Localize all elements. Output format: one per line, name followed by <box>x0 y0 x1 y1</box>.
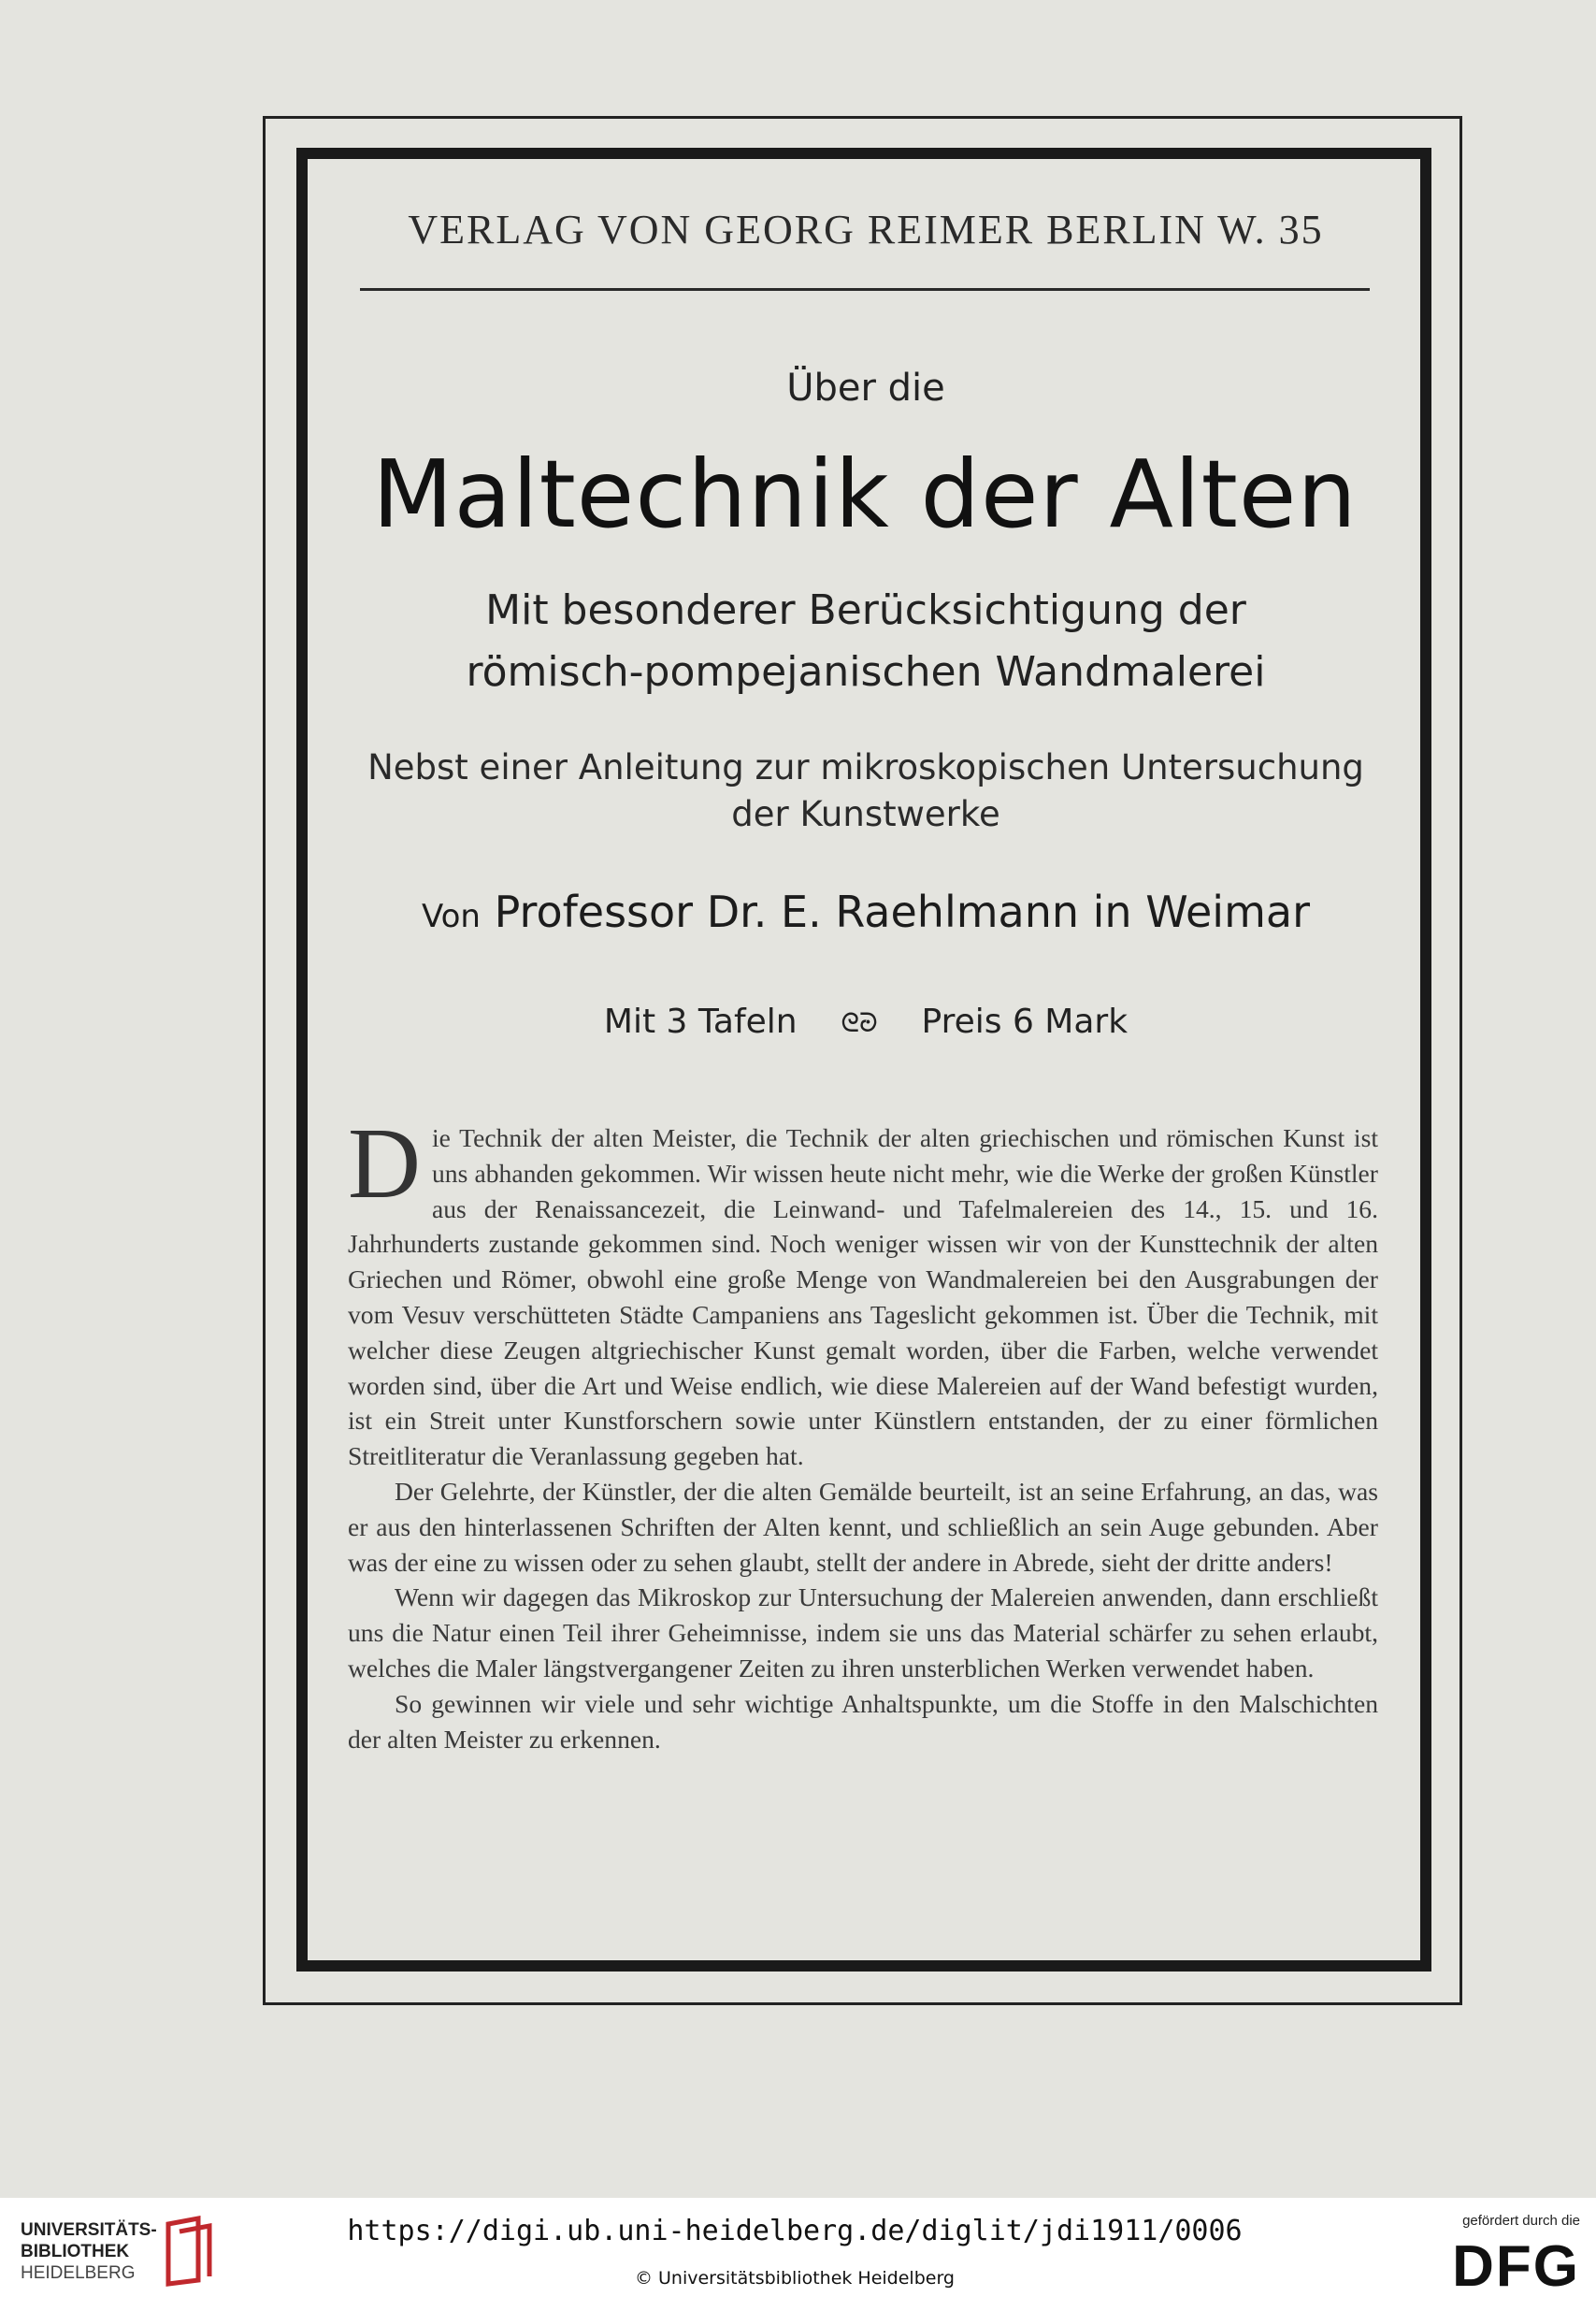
paragraph-4: So gewinnen wir viele und sehr wichtige Anhaltspunkte, um die Stoffe in den Malschichten der alten Meister zu erkennen. <box>348 1688 1378 1754</box>
library-logo-text[interactable] <box>21 2219 157 2284</box>
paragraph-2: Der Gelehrte, der Künstler, der die alten Gemälde beurteilt, ist an seine Erfahrung, an das, was er aus den hinterlassenen Schriften der Alten kennt, und schließlich an sein Auge gebunden. Aber was der eine zu wissen oder zu sehen glaubt, stellt der andere in Abrede, sieht der dritte anders! <box>348 1476 1378 1577</box>
book-title: Maltechnik der Alten <box>372 440 1358 549</box>
publisher-header: VERLAG VON GEORG REIMER BERLIN W. 35 <box>408 207 1324 253</box>
body-text <box>348 1108 1378 1756</box>
header-divider <box>360 288 1370 291</box>
copyright-notice: © Universitätsbibliothek Heidelberg <box>634 2268 955 2289</box>
subtitle-line-1: Mit besonderer Berücksichtigung der <box>485 586 1246 634</box>
library-name-line-2: BIBLIOTHEK <box>21 2242 130 2261</box>
library-logo-icon[interactable] <box>161 2215 219 2288</box>
author-name: Professor Dr. E. Raehlmann in Weimar <box>494 887 1310 937</box>
plates-info: Mit 3 Tafeln <box>603 1003 798 1041</box>
book-subtitle <box>360 580 1372 703</box>
funding-caption: gefördert durch die <box>1462 2213 1580 2229</box>
secondary-subtitle-line-2: der Kunstwerke <box>731 794 1000 834</box>
drop-cap: D <box>348 1108 421 1220</box>
author-line <box>360 887 1372 937</box>
library-name-line-1: UNIVERSITÄTS- <box>21 2220 157 2240</box>
dfg-logo[interactable]: DFG <box>1452 2234 1580 2299</box>
author-prefix: Von <box>422 898 481 935</box>
over-title: Über die <box>786 367 945 410</box>
library-name-line-3: HEIDELBERG <box>21 2263 136 2283</box>
price-info: Preis 6 Mark <box>921 1003 1129 1041</box>
book-secondary-subtitle <box>360 744 1372 838</box>
ornament-icon: ᘓᘒ <box>841 1007 878 1038</box>
plates-and-price <box>360 1003 1372 1041</box>
permalink-url[interactable]: https://digi.ub.uni-heidelberg.de/diglit/jdi1911/0006 <box>347 2215 1243 2247</box>
paragraph-3: Wenn wir dagegen das Mikroskop zur Untersuchung der Malereien anwenden, dann erschließt uns die Natur einen Teil ihrer Geheimnisse, indem sie uns das Material schärfer zu sehen erlaubt, welches die Maler längstvergangener Zeiten zu ihren unsterblichen Werken verwendet haben. <box>348 1582 1378 1683</box>
paragraph-1-text: ie Technik der alten Meister, die Technik der alten griechischen und römischen Kunst ist uns abhanden gekommen. Wir wissen heute nicht mehr, wie die Werke der großen Künstler aus der Renaissancezeit, die Leinwand- und Tafelmalereien des 14., 15. und 16. Jahrhunderts zustande gekommen sind. Noch weniger wissen wir von der Kunsttechnik der alten Griechen und Römer, obwohl eine große Menge von Wandmalereien bei den Ausgrabungen der vom Vesuv verschütteten Städte Campaniens ans Tageslicht gekommen ist. Über die Technik, mit welcher diese Zeugen altgriechischer Kunst gemalt worden, über die Farben, welche verwendet worden sind, über die Art und Weise endlich, wie diese Malereien auf der Wand befestigt wurden, ist ein Streit unter Kunstforschern sowie unter Künstlern entstanden, der zu einer förmlichen Streitliteratur die Veranlassung gegeben hat. <box>348 1123 1378 1471</box>
subtitle-line-2: römisch-pompejanischen Wandmalerei <box>466 648 1266 696</box>
secondary-subtitle-line-1: Nebst einer Anleitung zur mikroskopischen Untersuchung <box>367 747 1364 787</box>
paragraph-1 <box>348 1108 1378 1474</box>
